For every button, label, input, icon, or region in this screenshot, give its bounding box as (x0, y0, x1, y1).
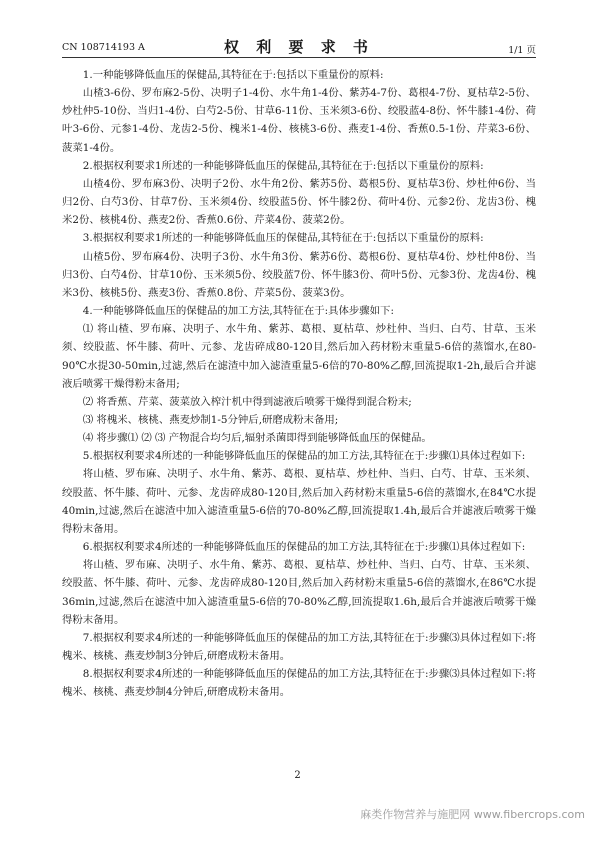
claim-paragraph: 2.根据权利要求1所述的一种能够降低血压的保健品,其特征在于:包括以下重量份的原料: (82, 159, 484, 172)
claim-paragraph: 1.一种能够降低血压的保健品,其特征在于:包括以下重量份的原料: (82, 69, 384, 81)
claim-paragraph: 山楂5份、罗布麻4份、决明子3份、水牛角3份、紫苏6份、葛根6份、夏枯草4份、炒杜仲8份、当归3份、白芍4份、甘草10份、玉米须5份、绞股蓝7份、怀牛膝3份、荷叶5份、元参3份、龙齿4份、槐米3份、核桃5份、燕麦3份、香蕉0.8份、芹菜5份、菠菜3份。 (62, 250, 536, 299)
claim-paragraph: 山楂3-6份、罗布麻2-5份、决明子1-4份、水牛角1-4份、紫苏4-7份、葛根4-7份、夏枯草2-5份、炒杜仲5-10份、当归1-4份、白芍2-5份、甘草6-11份、玉米须3-6份、绞股蓝4-8份、怀牛膝1-4份、荷叶3-6份、元参1-4份、龙齿2-5份、槐米1-4份、核桃3-6份、燕麦1-4份、香蕉0.5-1份、芹菜3-6份、菠菜1-4份。 (62, 87, 536, 154)
page-number: 2 (294, 770, 301, 781)
page-header (62, 36, 536, 56)
claim-paragraph: 8.根据权利要求4所述的一种能够降低血压的保健品的加工方法,其特征在于:步骤⑶具体过程如下:将槐米、核桃、燕麦炒制4分钟后,研磨成粉末备用。 (62, 668, 536, 699)
claim-paragraph: 6.根据权利要求4所述的一种能够降低血压的保健品的加工方法,其特征在于:步骤⑴具体过程如下: (82, 541, 526, 554)
claim-paragraph: ⑴ 将山楂、罗布麻、决明子、水牛角、紫苏、葛根、夏枯草、炒杜仲、当归、白芍、甘草、玉米须、绞股蓝、怀牛膝、荷叶、元参、龙齿碎成80-120目,然后加入药材粉末重量5-6倍的蒸馏水,在80-90℃水提30-50min,过滤,然后在滤渣中加入滤渣重量5-6倍的70-80%乙醇,回流提取1-2h,最后合并滤液后喷雾干燥得粉末备用; (62, 323, 536, 390)
claims-body (62, 66, 536, 701)
document-title: 权 利 要 求 书 (224, 38, 374, 56)
claim-paragraph: 7.根据权利要求4所述的一种能够降低血压的保健品的加工方法,其特征在于:步骤⑶具体过程如下:将槐米、核桃、燕麦炒制3分钟后,研磨成粉末备用。 (62, 631, 536, 662)
claim-paragraph: 将山楂、罗布麻、决明子、水牛角、紫苏、葛根、夏枯草、炒杜仲、当归、白芍、甘草、玉米须、绞股蓝、怀牛膝、荷叶、元参、龙齿碎成80-120目,然后加入药材粉末重量5-6倍的蒸馏水,在86℃水提36min,过滤,然后在滤渣中加入滤渣重量5-6倍的70-80%乙醇,回流提取1.6h,最后合并滤液后喷雾干燥得粉末备用。 (62, 559, 536, 626)
page-indicator: 1/1 页 (508, 45, 536, 56)
claim-paragraph: 将山楂、罗布麻、决明子、水牛角、紫苏、葛根、夏枯草、炒杜仲、当归、白芍、甘草、玉米须、绞股蓝、怀牛膝、荷叶、元参、龙齿碎成80-120目,然后加入药材粉末重量5-6倍的蒸馏水,在84℃水提40min,过滤,然后在滤渣中加入滤渣重量5-6倍的70-80%乙醇,回流提取1.4h,最后合并滤液后喷雾干燥得粉末备用。 (62, 468, 536, 535)
claim-paragraph: ⑷ 将步骤⑴ ⑵ ⑶ 产物混合均匀后,辐射杀菌即得到能够降低血压的保健品。 (82, 432, 432, 445)
claim-paragraph: ⑵ 将香蕉、芹菜、菠菜放入榨汁机中得到滤液后喷雾干燥得到混合粉末; (82, 395, 412, 408)
publication-number: CN 108714193 A (62, 42, 145, 53)
claim-paragraph: ⑶ 将槐米、核桃、燕麦炒制1-5分钟后,研磨成粉末备用; (82, 413, 339, 426)
watermark: 麻类作物营养与施肥网 www.fibercrops.com (360, 808, 585, 821)
claim-paragraph: 4.一种能够降低血压的保健品的加工方法,其特征在于:具体步骤如下: (82, 305, 394, 318)
header-rule (62, 57, 536, 58)
claim-paragraph: 3.根据权利要求1所述的一种能够降低血压的保健品,其特征在于:包括以下重量份的原料: (82, 232, 484, 245)
claim-paragraph: 山楂4份、罗布麻3份、决明子2份、水牛角2份、紫苏5份、葛根5份、夏枯草3份、炒杜仲6份、当归2份、白芍3份、甘草7份、玉米须4份、绞股蓝5份、怀牛膝2份、荷叶4份、元参2份、龙齿3份、槐米2份、核桃4份、燕麦2份、香蕉0.6份、芹菜4份、菠菜2份。 (62, 177, 536, 227)
claim-paragraph: 5.根据权利要求4所述的一种能够降低血压的保健品的加工方法,其特征在于:步骤⑴具体过程如下: (82, 450, 526, 463)
